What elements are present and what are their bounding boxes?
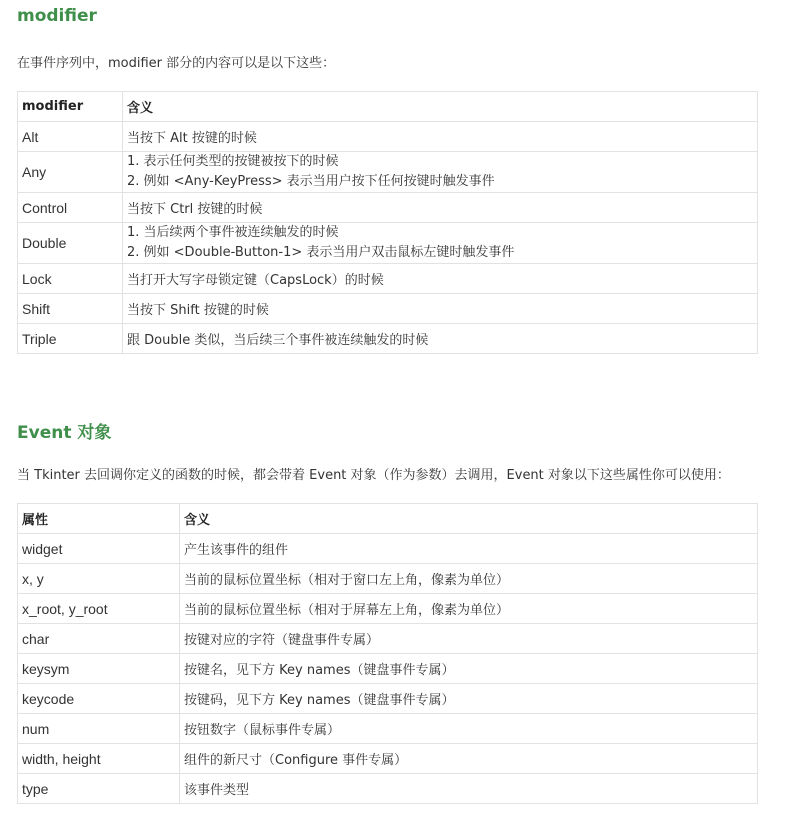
table-cell-key: Shift [18, 294, 123, 324]
cell-line: 2. 例如 <Double-Button-1> 表示当用户双击鼠标左键时触发事件 [127, 245, 515, 260]
cell-line: 当按下 Shift 按键的时候 [127, 303, 269, 318]
cell-line: 当按下 Alt 按键的时候 [127, 131, 257, 146]
table-cell-key: char [18, 624, 180, 654]
table-cell-meaning [180, 744, 758, 774]
table-cell-meaning [123, 324, 758, 354]
table-row [18, 564, 758, 594]
table-row [18, 774, 758, 804]
section-heading-event: Event 对象 [17, 423, 112, 443]
table-row [18, 744, 758, 774]
column-header: 含义 [123, 92, 758, 122]
table-row [18, 624, 758, 654]
table-row [18, 122, 758, 152]
table-cell-meaning [180, 594, 758, 624]
column-header: 含义 [180, 504, 758, 534]
table-cell-key: type [18, 774, 180, 804]
table-row [18, 714, 758, 744]
table-cell-meaning [123, 193, 758, 223]
table-cell-meaning [180, 534, 758, 564]
cell-line: 跟 Double 类似，当后续三个事件被连续触发的时候 [127, 333, 429, 348]
table-cell-key: Control [18, 193, 123, 223]
table-row [18, 152, 758, 193]
table-cell-meaning [123, 152, 758, 193]
table-cell-key: widget [18, 534, 180, 564]
table-cell-key: x_root, y_root [18, 594, 180, 624]
event-attributes-table [17, 503, 758, 804]
table-row [18, 264, 758, 294]
cell-line: 产生该事件的组件 [184, 543, 289, 558]
table-cell-meaning [123, 122, 758, 152]
table-cell-meaning [123, 294, 758, 324]
table-cell-key: Any [18, 152, 123, 193]
table-cell-meaning [180, 564, 758, 594]
table-cell-key: Double [18, 223, 123, 264]
table-row [18, 654, 758, 684]
cell-line: 该事件类型 [184, 783, 250, 798]
table-row [18, 223, 758, 264]
table-row [18, 684, 758, 714]
cell-line: 按键码，见下方 Key names（键盘事件专属） [184, 693, 455, 708]
table-cell-meaning [180, 684, 758, 714]
table-cell-key: num [18, 714, 180, 744]
table-cell-meaning [180, 624, 758, 654]
table-header-row [18, 92, 758, 122]
table-row [18, 324, 758, 354]
table-cell-meaning [180, 774, 758, 804]
table-header-row [18, 504, 758, 534]
table-row [18, 534, 758, 564]
table-cell-key: Alt [18, 122, 123, 152]
cell-line: 当按下 Ctrl 按键的时候 [127, 202, 263, 217]
table-row [18, 294, 758, 324]
table-cell-key: keysym [18, 654, 180, 684]
cell-line: 按钮数字（鼠标事件专属） [184, 723, 341, 738]
column-header: modifier [18, 92, 123, 122]
table-cell-key: width, height [18, 744, 180, 774]
cell-line: 当打开大写字母锁定键（CapsLock）的时候 [127, 273, 384, 288]
section-intro-modifier: 在事件序列中，modifier 部分的内容可以是以下这些： [17, 56, 336, 71]
cell-line: 1. 当后续两个事件被连续触发的时候 [127, 225, 339, 240]
modifier-table-body [18, 122, 758, 354]
cell-line: 按键名，见下方 Key names（键盘事件专属） [184, 663, 455, 678]
cell-line: 2. 例如 <Any-KeyPress> 表示当用户按下任何按键时触发事件 [127, 174, 495, 189]
event-attributes-table-body [18, 534, 758, 804]
table-row [18, 594, 758, 624]
cell-line: 1. 表示任何类型的按键被按下的时候 [127, 154, 339, 169]
cell-line: 当前的鼠标位置坐标（相对于屏幕左上角，像素为单位） [184, 603, 510, 618]
table-cell-meaning [123, 223, 758, 264]
cell-line: 按键对应的字符（键盘事件专属） [184, 633, 380, 648]
section-heading-modifier: modifier [17, 6, 97, 26]
table-cell-key: Triple [18, 324, 123, 354]
table-row [18, 193, 758, 223]
section-intro-event: 当 Tkinter 去回调你定义的函数的时候，都会带着 Event 对象（作为参数）去调用，Event 对象以下这些属性你可以使用： [17, 468, 730, 483]
table-cell-meaning [123, 264, 758, 294]
table-cell-meaning [180, 714, 758, 744]
cell-line: 组件的新尺寸（Configure 事件专属） [184, 753, 408, 768]
modifier-table [17, 91, 758, 354]
table-cell-key: keycode [18, 684, 180, 714]
table-cell-meaning [180, 654, 758, 684]
column-header: 属性 [18, 504, 180, 534]
cell-line: 当前的鼠标位置坐标（相对于窗口左上角，像素为单位） [184, 573, 510, 588]
table-cell-key: x, y [18, 564, 180, 594]
table-cell-key: Lock [18, 264, 123, 294]
